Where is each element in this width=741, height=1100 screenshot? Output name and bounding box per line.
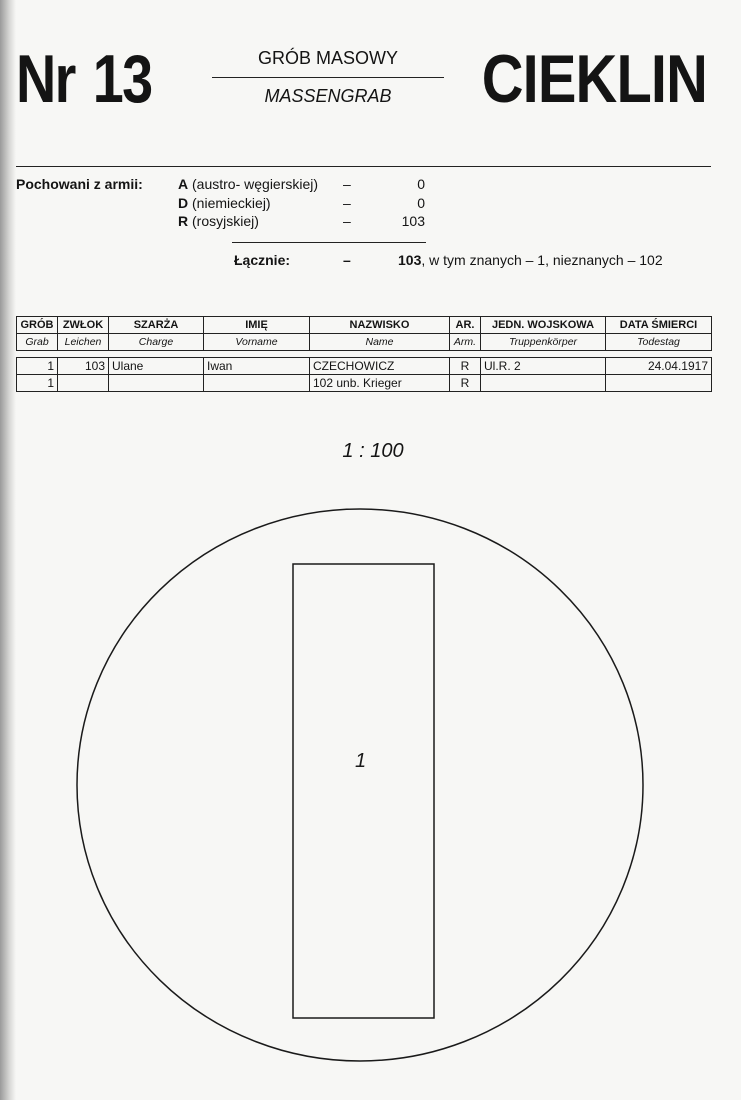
- army-dash: –: [343, 176, 351, 192]
- col-header-first-name: IMIĘ: [204, 317, 310, 334]
- col-header-death-date: DATA ŚMIERCI: [606, 317, 712, 334]
- cell-rank: Ulane: [109, 358, 204, 375]
- col-subheader-death-date: Todestag: [606, 334, 712, 351]
- army-code: A: [178, 176, 189, 192]
- total-number: 103: [398, 252, 422, 268]
- cell-first-name: [204, 375, 310, 392]
- cell-unit: [481, 375, 606, 392]
- col-subheader-army: Arm.: [450, 334, 481, 351]
- col-header-army: AR.: [450, 317, 481, 334]
- grave-number-prefix: Nr: [16, 41, 75, 117]
- army-russian: [178, 213, 259, 229]
- cemetery-outline-circle: [77, 509, 643, 1061]
- col-subheader-unit: Truppenkörper: [481, 334, 606, 351]
- summary-rule: [232, 242, 426, 243]
- army-code: R: [178, 213, 189, 229]
- total-dash: –: [343, 252, 351, 268]
- place-name: CIEKLIN: [481, 41, 707, 117]
- col-header-unit: JEDN. WOJSKOWA: [481, 317, 606, 334]
- table-row: [17, 375, 712, 392]
- grave-number: [16, 40, 152, 117]
- table-row: [17, 358, 712, 375]
- burial-table-body: [16, 357, 712, 392]
- header-row-polish: [17, 317, 712, 334]
- cell-surname: 102 unb. Krieger: [310, 375, 450, 392]
- col-subheader-first-name: Vorname: [204, 334, 310, 351]
- cell-army: R: [450, 375, 481, 392]
- total-value: [398, 252, 663, 268]
- grave-plot-label: 1: [355, 750, 367, 772]
- col-header-rank: SZARŻA: [109, 317, 204, 334]
- grave-type-german: MASSENGRAB: [264, 86, 392, 106]
- army-name: (austro- węgierskiej): [188, 176, 319, 192]
- cell-death-date: [606, 375, 712, 392]
- col-header-grave: GRÓB: [17, 317, 58, 334]
- grave-type-polish: GRÓB MASOWY: [257, 48, 398, 68]
- buried-armies-label: Pochowani z armii:: [16, 176, 143, 192]
- cell-first-name: Iwan: [204, 358, 310, 375]
- cell-unit: Ul.R. 2: [481, 358, 606, 375]
- col-header-surname: NAZWISKO: [310, 317, 450, 334]
- col-header-bodies: ZWŁOK: [58, 317, 109, 334]
- cell-death-date: 24.04.1917: [606, 358, 712, 375]
- header-rule: [16, 166, 711, 167]
- col-subheader-rank: Charge: [109, 334, 204, 351]
- scale-label: 1 : 100: [342, 440, 404, 462]
- col-subheader-grave: Grab: [17, 334, 58, 351]
- army-german: [178, 195, 271, 211]
- army-austro-hungarian: [178, 176, 318, 192]
- col-subheader-surname: Name: [310, 334, 450, 351]
- cell-grave: 1: [17, 358, 58, 375]
- army-count: 0: [417, 176, 425, 192]
- page-spine-shadow: [0, 0, 16, 1100]
- cell-grave: 1: [17, 375, 58, 392]
- grave-type-divider: [212, 77, 444, 78]
- grave-plan-diagram: [70, 505, 650, 1075]
- army-code: D: [178, 195, 189, 211]
- army-dash: –: [343, 213, 351, 229]
- army-count: 103: [401, 213, 425, 229]
- cell-rank: [109, 375, 204, 392]
- cell-bodies: [58, 375, 109, 392]
- col-subheader-bodies: Leichen: [58, 334, 109, 351]
- cell-surname: CZECHOWICZ: [310, 358, 450, 375]
- army-name: (rosyjskiej): [188, 213, 259, 229]
- cell-army: R: [450, 358, 481, 375]
- army-count: 0: [417, 195, 425, 211]
- total-detail: , w tym znanych – 1, nieznanych – 102: [421, 252, 663, 268]
- army-name: (niemieckiej): [188, 195, 271, 211]
- header-row-german: [17, 334, 712, 351]
- burial-table-header: [16, 316, 712, 351]
- total-label: Łącznie:: [234, 252, 291, 268]
- grave-number-value: 13: [92, 41, 152, 117]
- army-dash: –: [343, 195, 351, 211]
- grave-plot-rectangle: [293, 564, 434, 1018]
- cell-bodies: 103: [58, 358, 109, 375]
